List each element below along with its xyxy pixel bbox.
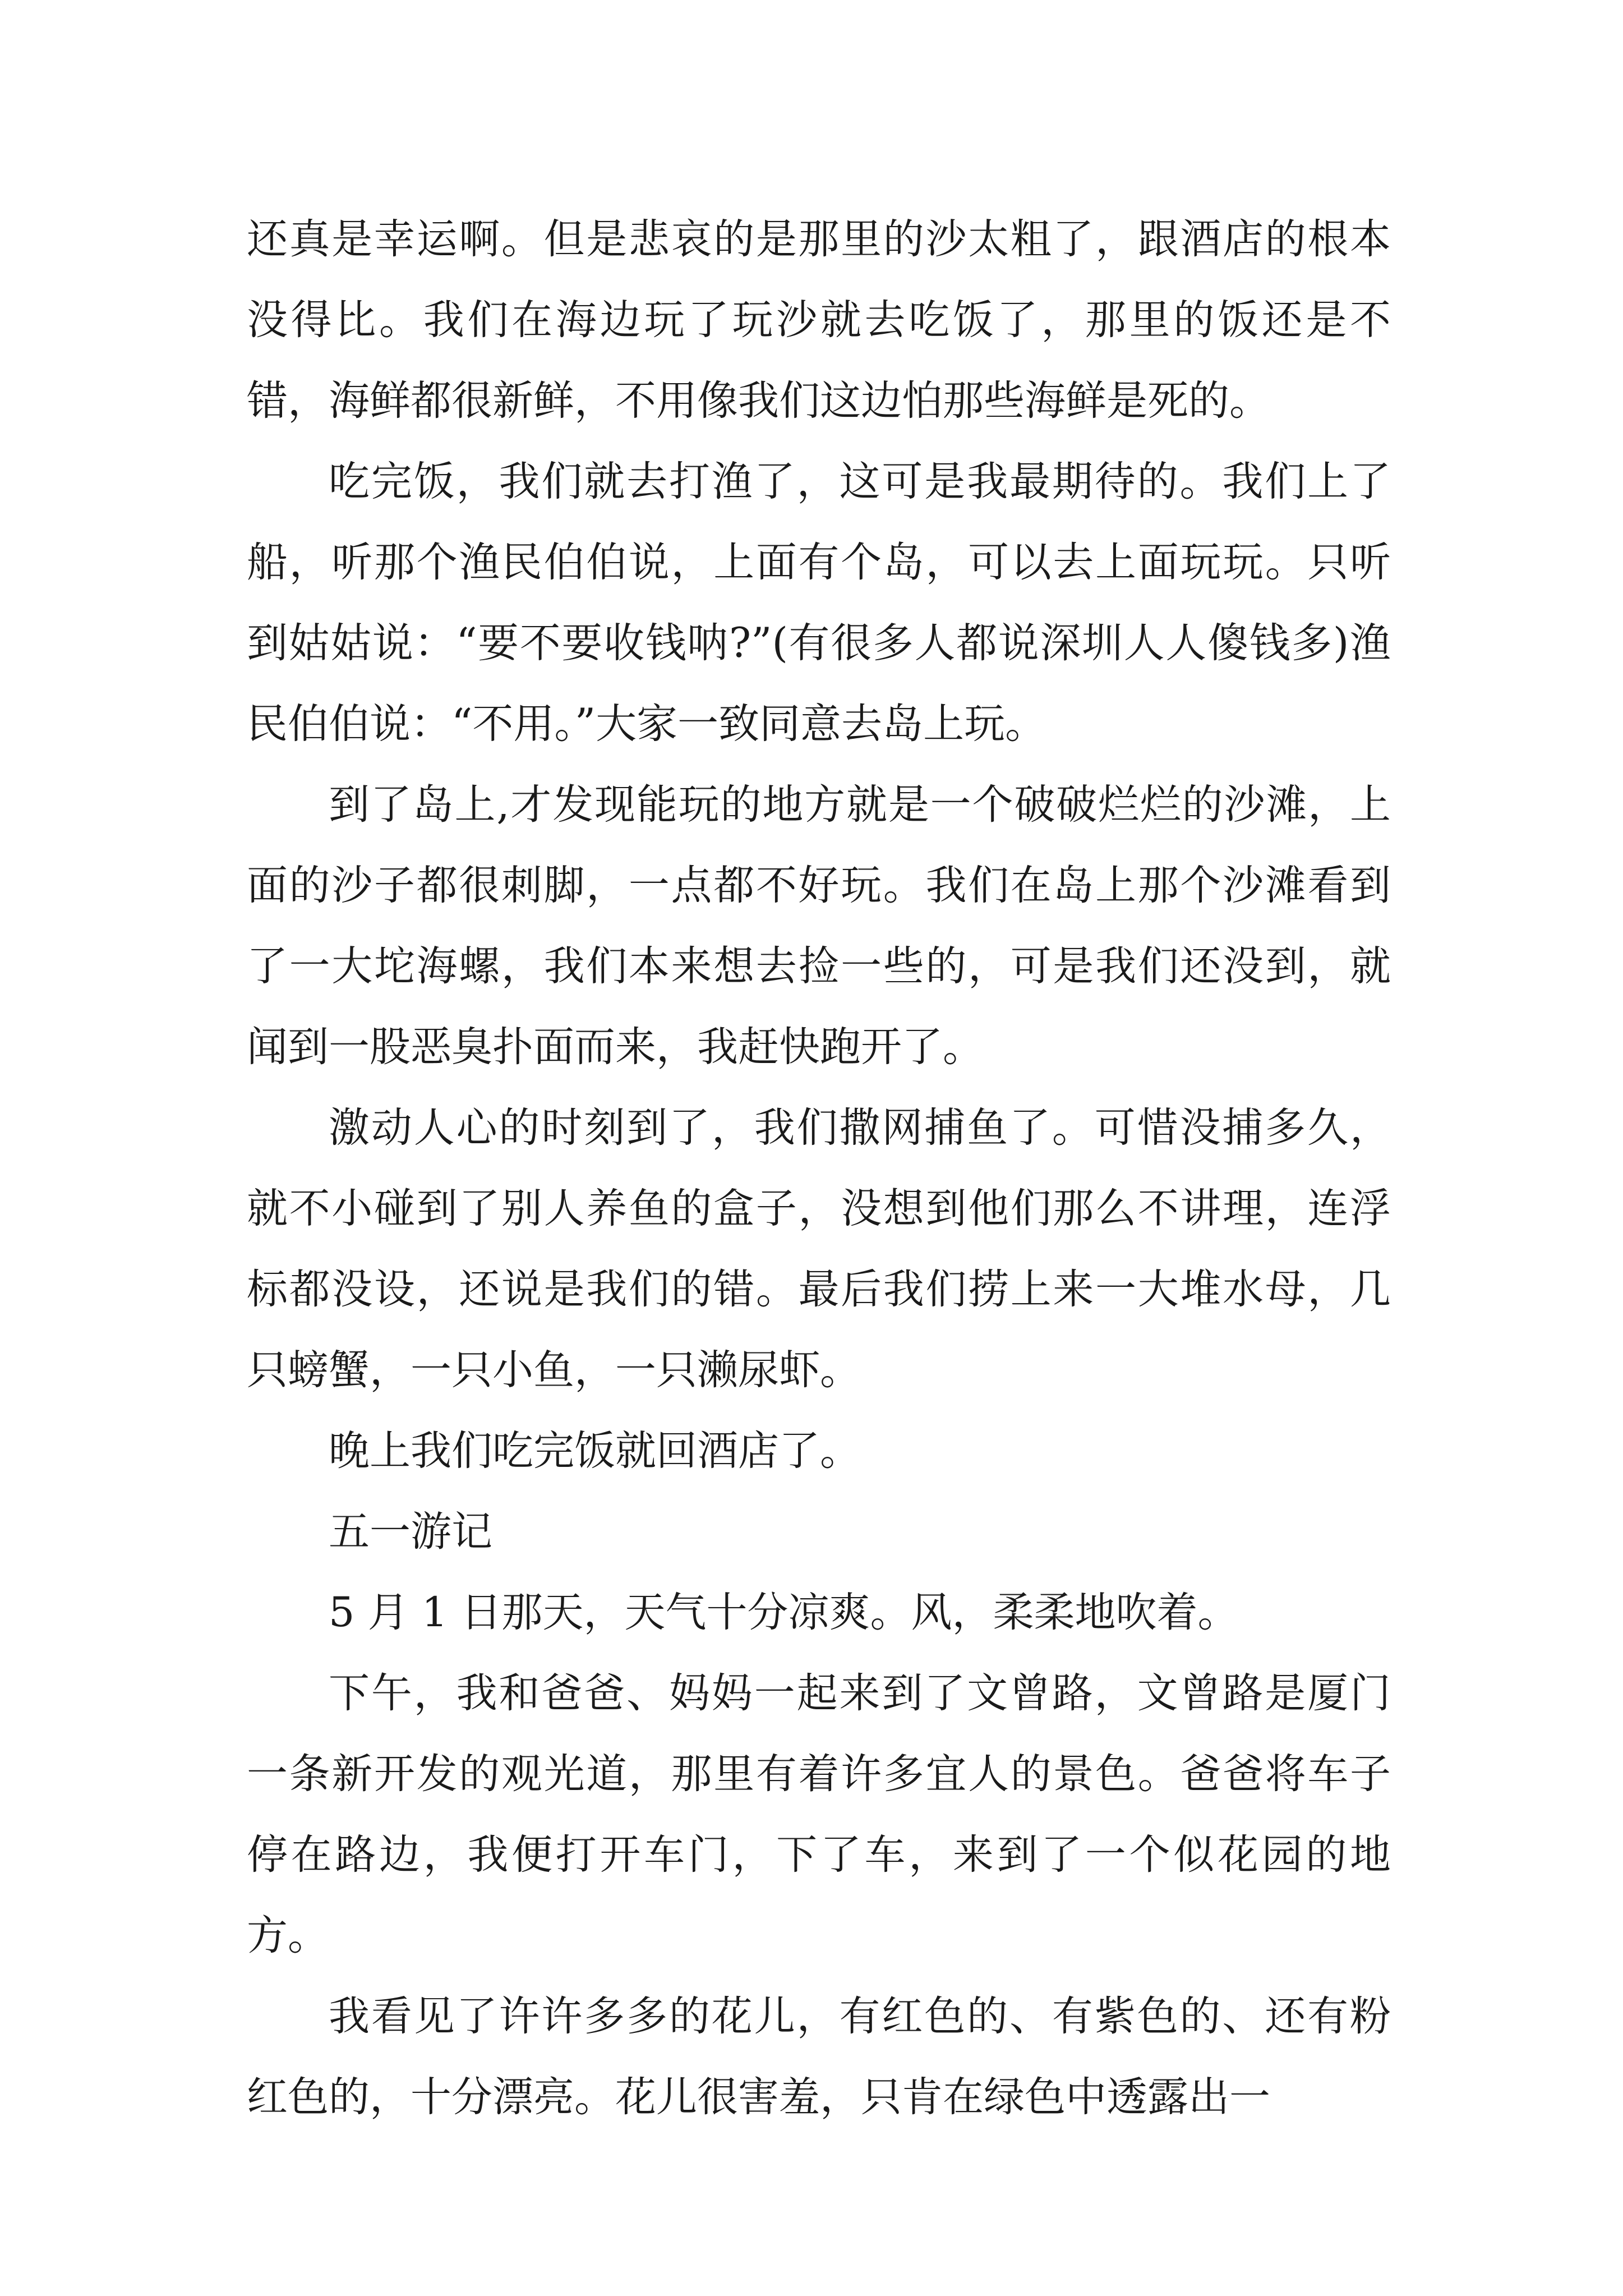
section-title: 五一游记: [329, 1508, 492, 1556]
paragraph-1: 还真是幸运啊。但是悲哀的是那里的沙太粗了，跟酒店的根本没得比。我们在海边玩了玩沙就去吃饭了，那里的饭还是不错，海鲜都很新鲜，不用像我们这边怕那些海鲜是死的。: [247, 215, 1391, 425]
paragraph-3: 到了岛上,才发现能玩的地方就是一个破破烂烂的沙滩，上面的沙子都很刺脚，一点都不好玩。我们在岛上那个沙滩看到了一大坨海螺，我们本来想去捡一些的，可是我们还没到，就闻到一股恶臭扑面而来，我赶快跑开了。: [247, 781, 1391, 1071]
body-text: [247, 199, 1391, 2138]
paragraph-7: 下午，我和爸爸、妈妈一起来到了文曾路，文曾路是厦门一条新开发的观光道，那里有着许多宜人的景色。爸爸将车子停在路边，我便打开车门，下了车，来到了一个似花园的地方。: [247, 1669, 1391, 1959]
paragraph-6: 5 月 1 日那天，天气十分凉爽。风，柔柔地吹着。: [329, 1589, 1239, 1636]
paragraph-4: 激动人心的时刻到了，我们撒网捕鱼了。可惜没捕多久，就不小碰到了别人养鱼的盒子，没想到他们那么不讲理，连浮标都没设，还说是我们的错。最后我们捞上来一大堆水母，几只螃蟹，一只小鱼，一只濑尿虾。: [247, 1104, 1391, 1394]
paragraph-8: 我看见了许许多多的花儿，有红色的、有紫色的、还有粉红色的，十分漂亮。花儿很害羞，只肯在绿色中透露出一: [247, 1993, 1391, 2121]
paragraph-5: 晚上我们吃完饭就回酒店了。: [329, 1427, 861, 1475]
paragraph-2: 吃完饭，我们就去打渔了，这可是我最期待的。我们上了船，听那个渔民伯伯说，上面有个岛，可以去上面玩玩。只听到姑姑说：“要不要收钱呐?”(有很多人都说深圳人人傻钱多)渔民伯伯说：“不用。”大家一致同意去岛上玩。: [247, 458, 1391, 748]
